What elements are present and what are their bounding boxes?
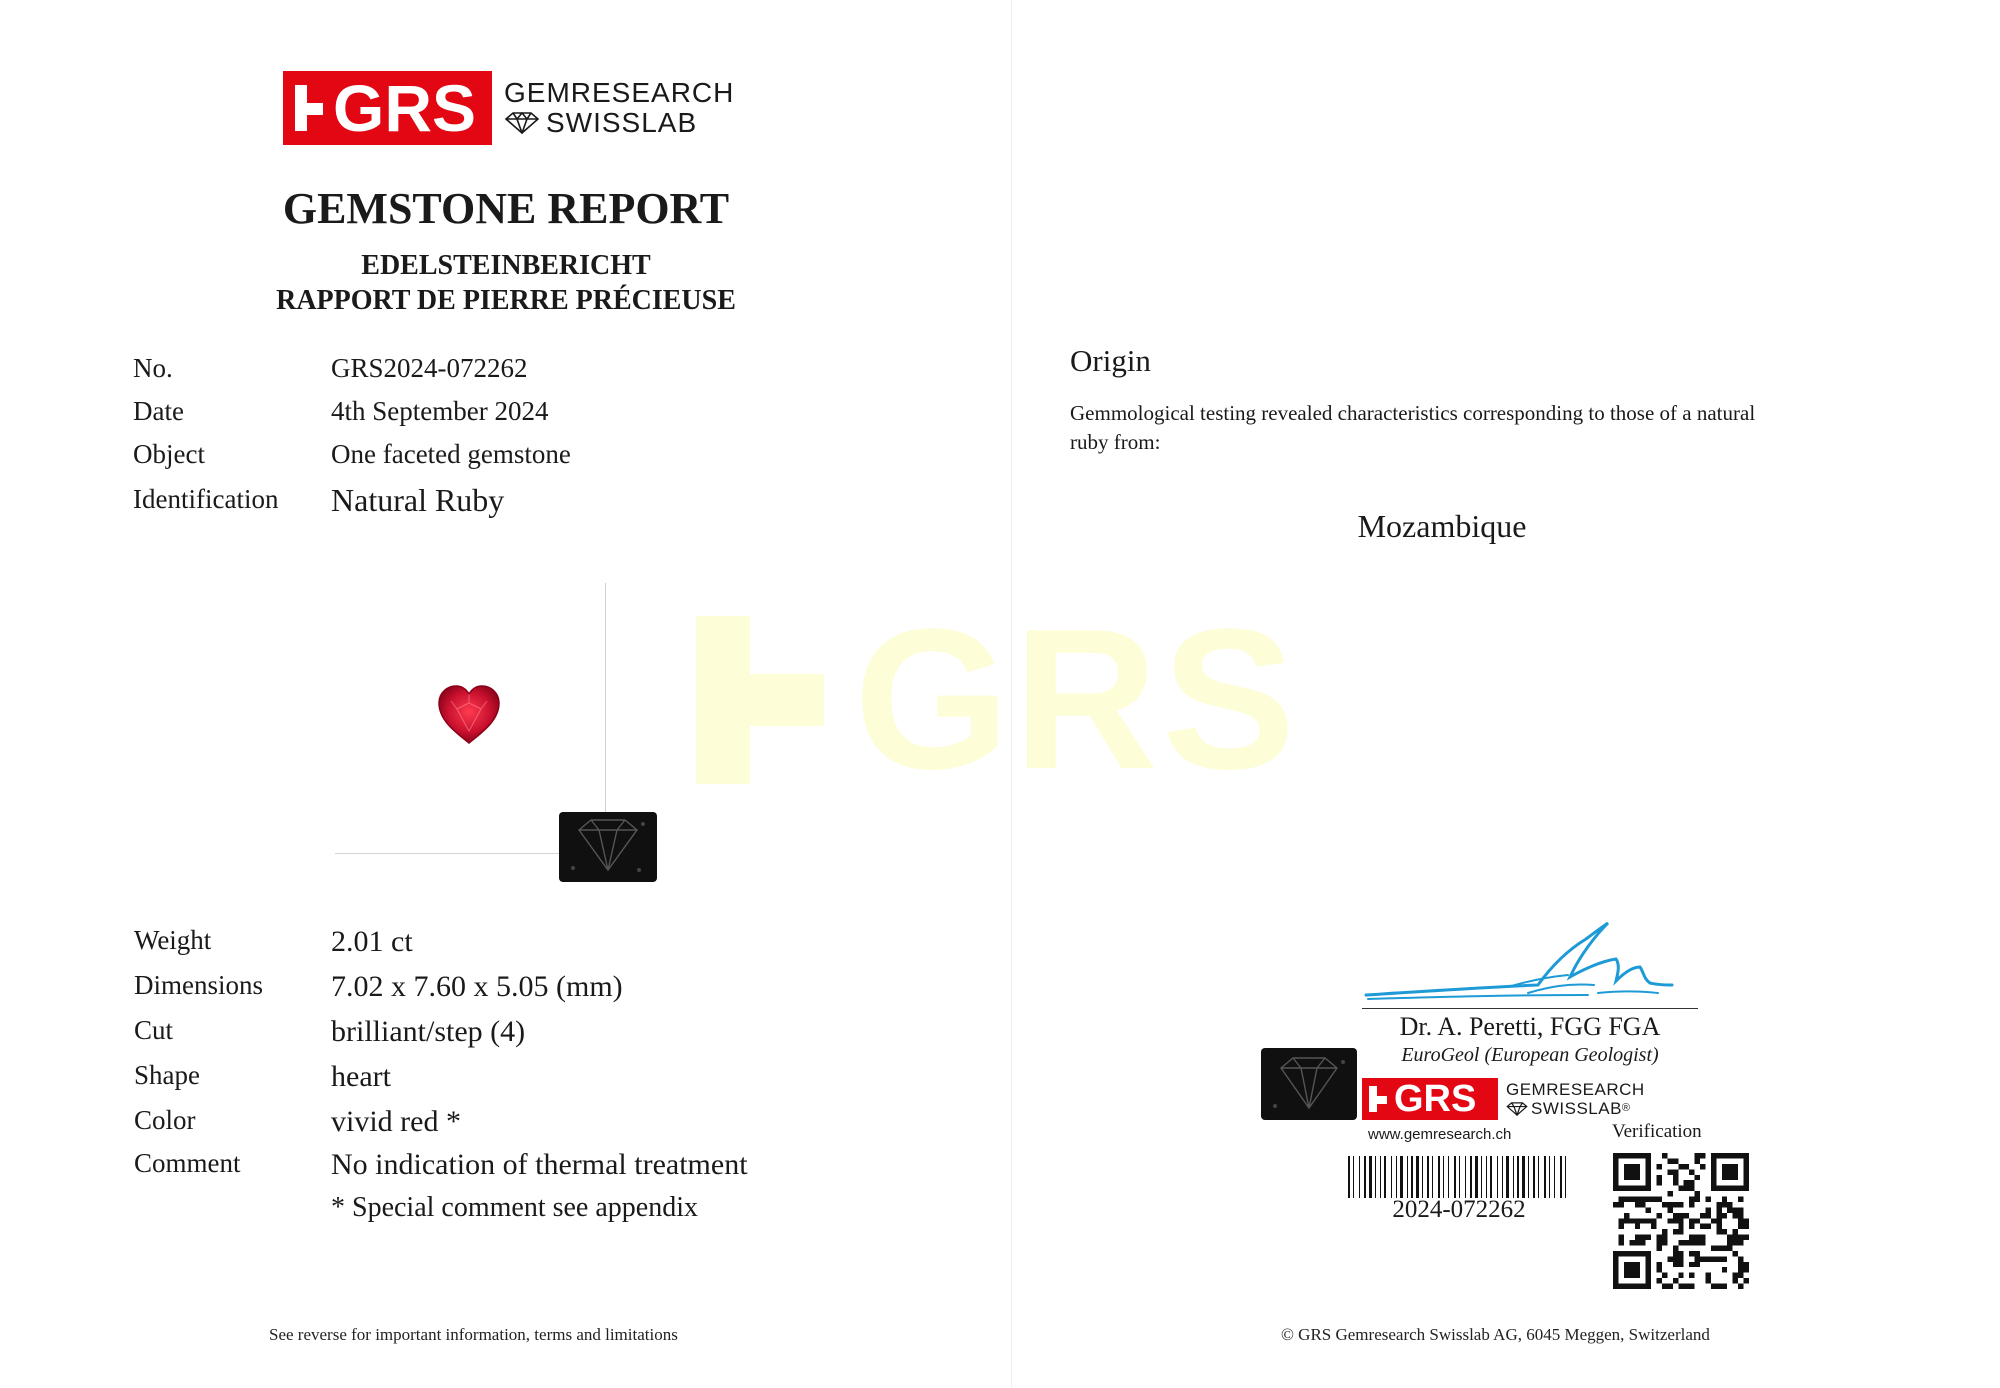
origin-country: Mozambique: [1357, 508, 1527, 544]
cut-label: Cut: [134, 1015, 174, 1045]
signer-title: EuroGeol (European Geologist): [1401, 1044, 1659, 1066]
object-value: One faceted gemstone: [331, 439, 571, 469]
logo-line-2-row: [504, 108, 734, 138]
hologram-seal-icon: [559, 812, 657, 882]
grs-logo-badge: [283, 71, 492, 145]
dimensions-label: Dimensions: [134, 970, 264, 1000]
identification-label: Identification: [133, 484, 279, 514]
weight-label: Weight: [134, 925, 212, 955]
swiss-cross-icon: [1362, 1078, 1392, 1120]
signer-name: Dr. A. Peretti, FGG FGA: [1399, 1012, 1661, 1041]
grs-logo-mark: GRS: [333, 71, 477, 145]
signature-line: [1362, 1008, 1698, 1009]
color-value: vivid red *: [331, 1105, 461, 1138]
date-value: 4th September 2024: [331, 396, 549, 426]
cut-value: brilliant/step (4): [331, 1015, 526, 1048]
logo-line-2: SWISSLAB: [546, 107, 698, 138]
weight-value: 2.01 ct: [331, 925, 413, 958]
shape-value: heart: [331, 1060, 391, 1093]
comment-label: Comment: [134, 1148, 241, 1178]
small-logo-line-2: SWISSLAB: [1531, 1099, 1622, 1118]
diamond-icon: [504, 112, 540, 134]
qr-code-icon[interactable]: [1613, 1153, 1749, 1289]
watermark-text: GRS: [854, 588, 1300, 811]
verification-label: Verification: [1612, 1121, 1702, 1142]
hologram-seal-icon: [1261, 1048, 1357, 1120]
dimensions-value: 7.02 x 7.60 x 5.05 (mm): [331, 970, 623, 1003]
website-link[interactable]: www.gemresearch.ch: [1368, 1126, 1512, 1143]
swiss-cross-icon: [283, 71, 331, 145]
grs-logo-wordmark: [504, 78, 734, 138]
grs-logo: [283, 71, 734, 145]
report-title-german: EDELSTEINBERICHT: [361, 250, 651, 281]
heart-ruby-image: [437, 685, 501, 745]
grs-small-logo: [1362, 1078, 1645, 1120]
object-label: Object: [133, 439, 205, 469]
barcode-number: 2024-072262: [1392, 1196, 1526, 1223]
small-logo-line-2-row: [1506, 1099, 1645, 1118]
report-title-french: RAPPORT DE PIERRE PRÉCIEUSE: [276, 285, 736, 316]
small-logo-line-1: GEMRESEARCH: [1506, 1080, 1645, 1099]
barcode-icon: [1348, 1156, 1570, 1198]
color-label: Color: [134, 1105, 196, 1135]
logo-line-1: GEMRESEARCH: [504, 77, 735, 108]
watermark-cross-icon: [696, 616, 824, 784]
report-number-label: No.: [133, 353, 173, 383]
footer-copyright: © GRS Gemresearch Swisslab AG, 6045 Meggen, Switzerland: [1281, 1325, 1710, 1344]
signature-image: [1358, 915, 1678, 1005]
origin-description: Gemmological testing revealed characteristics corresponding to those of a natural ruby from:: [1070, 401, 1756, 454]
identification-value: Natural Ruby: [331, 482, 505, 518]
date-label: Date: [133, 396, 184, 426]
registered-mark: ®: [1621, 1102, 1631, 1114]
footer-terms: See reverse for important information, terms and limitations: [269, 1325, 678, 1344]
grs-small-logo-mark: GRS: [1394, 1078, 1477, 1120]
origin-heading: Origin: [1070, 343, 1151, 378]
comment-value: No indication of thermal treatment: [331, 1148, 748, 1181]
report-number-value: GRS2024-072262: [331, 353, 528, 383]
grs-small-logo-badge: [1362, 1078, 1498, 1120]
shape-label: Shape: [134, 1060, 200, 1090]
special-comment: * Special comment see appendix: [331, 1192, 698, 1223]
grs-small-logo-wordmark: [1506, 1080, 1645, 1118]
report-title: GEMSTONE REPORT: [282, 184, 730, 233]
diamond-icon: [1506, 1102, 1528, 1116]
